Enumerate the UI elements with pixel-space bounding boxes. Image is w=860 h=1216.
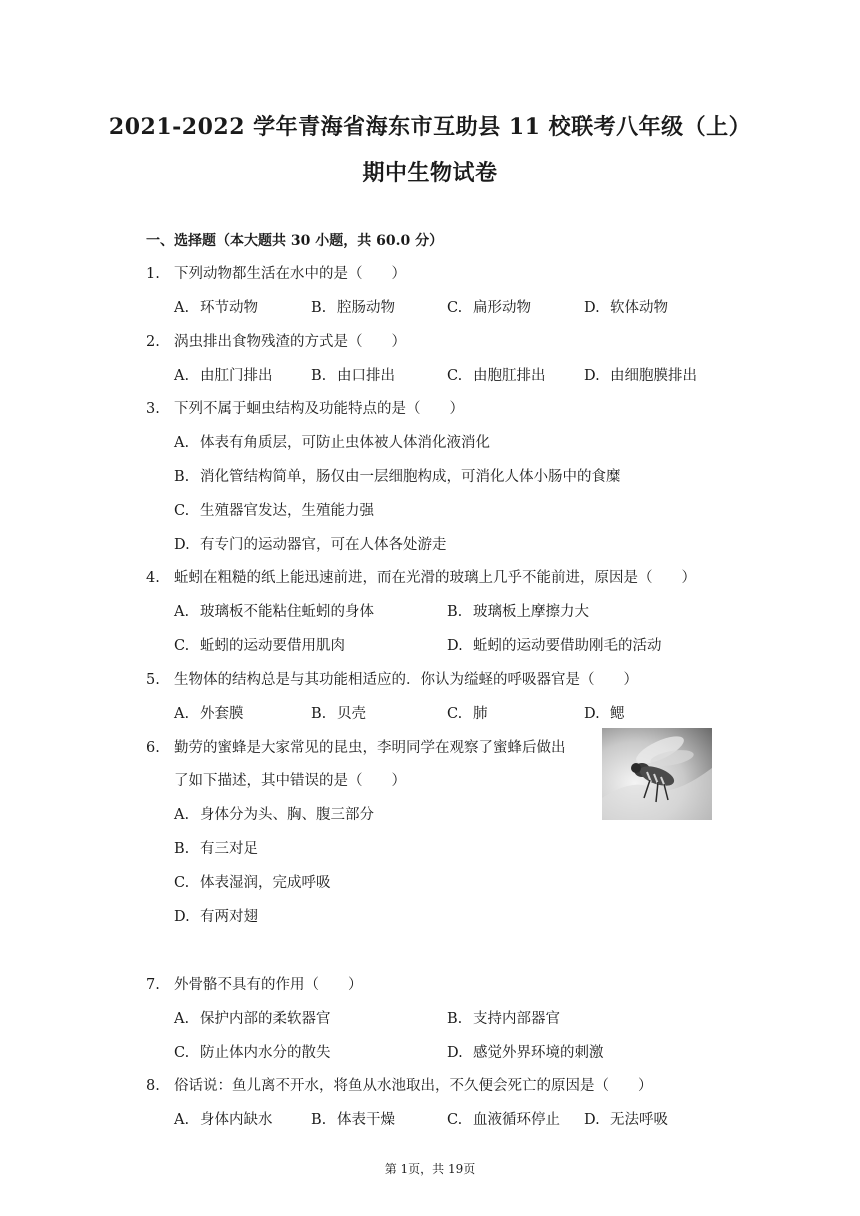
option-2c[interactable]: C. 由胞肛排出 bbox=[447, 368, 546, 384]
option-8b[interactable]: B. 体表干燥 bbox=[311, 1112, 395, 1128]
question-number: 6. bbox=[146, 740, 160, 756]
question-text: 蚯蚓在粗糙的纸上能迅速前进，而在光滑的玻璃上几乎不能前进，原因是（ ） bbox=[174, 570, 696, 586]
question-number: 2. bbox=[146, 334, 160, 350]
option-5d[interactable]: D. 鳃 bbox=[584, 706, 625, 722]
question-5 bbox=[146, 670, 638, 690]
question-3 bbox=[146, 399, 464, 419]
exam-title-line2: 期中生物试卷 bbox=[362, 160, 498, 186]
option-1d[interactable]: D. 软体动物 bbox=[584, 300, 668, 316]
option-6a[interactable]: A. 身体分为头、胸、腹三部分 bbox=[174, 807, 374, 823]
question-6 bbox=[146, 738, 566, 758]
question-number: 5. bbox=[146, 672, 160, 688]
option-5a[interactable]: A. 外套膜 bbox=[174, 706, 244, 722]
option-2a[interactable]: A. 由肛门排出 bbox=[174, 368, 273, 384]
option-7a[interactable]: A. 保护内部的柔软器官 bbox=[174, 1011, 331, 1027]
question-text: 生物体的结构总是与其功能相适应的．你认为缢蛏的呼吸器官是（ ） bbox=[174, 672, 638, 688]
option-3c[interactable]: C. 生殖器官发达，生殖能力强 bbox=[174, 503, 374, 519]
option-3d[interactable]: D. 有专门的运动器官，可在人体各处游走 bbox=[174, 537, 447, 553]
option-4c[interactable]: C. 蚯蚓的运动要借用肌肉 bbox=[174, 638, 345, 654]
option-8c[interactable]: C. 血液循环停止 bbox=[447, 1112, 560, 1128]
option-5c[interactable]: C. 肺 bbox=[447, 706, 488, 722]
section-heading: 一、选择题（本大题共 30 小题，共 60.0 分） bbox=[146, 233, 444, 249]
option-7b[interactable]: B. 支持内部器官 bbox=[447, 1011, 560, 1027]
question-2 bbox=[146, 332, 406, 352]
question-8 bbox=[146, 1076, 653, 1096]
question-number: 8. bbox=[146, 1078, 160, 1094]
option-1a[interactable]: A. 环节动物 bbox=[174, 300, 258, 316]
question-text: 勤劳的蜜蜂是大家常见的昆虫，李明同学在观察了蜜蜂后做出 bbox=[174, 740, 566, 756]
option-6b[interactable]: B. 有三对足 bbox=[174, 841, 258, 857]
option-1b[interactable]: B. 腔肠动物 bbox=[311, 300, 395, 316]
question-7 bbox=[146, 975, 363, 995]
option-8a[interactable]: A. 身体内缺水 bbox=[174, 1112, 273, 1128]
question-6-continued: 了如下描述，其中错误的是（ ） bbox=[174, 773, 406, 789]
question-text: 外骨骼不具有的作用（ ） bbox=[174, 977, 363, 993]
exam-title-line1: 2021-2022 学年青海省海东市互助县 11 校联考八年级（上） bbox=[108, 114, 752, 140]
question-4 bbox=[146, 568, 696, 588]
option-6c[interactable]: C. 体表湿润，完成呼吸 bbox=[174, 875, 331, 891]
question-number: 3. bbox=[146, 401, 160, 417]
question-number: 1. bbox=[146, 266, 160, 282]
bee-photo bbox=[602, 728, 712, 820]
option-7c[interactable]: C. 防止体内水分的散失 bbox=[174, 1045, 331, 1061]
question-1 bbox=[146, 264, 406, 284]
question-text: 涡虫排出食物残渣的方式是（ ） bbox=[174, 334, 406, 350]
option-7d[interactable]: D. 感觉外界环境的刺激 bbox=[447, 1045, 604, 1061]
option-1c[interactable]: C. 扁形动物 bbox=[447, 300, 531, 316]
question-text: 下列动物都生活在水中的是（ ） bbox=[174, 266, 406, 282]
option-3a[interactable]: A. 体表有角质层，可防止虫体被人体消化液消化 bbox=[174, 435, 490, 451]
page-footer: 第 1页，共 19页 bbox=[384, 1162, 476, 1176]
question-text: 俗话说：鱼儿离不开水，将鱼从水池取出，不久便会死亡的原因是（ ） bbox=[174, 1078, 653, 1094]
option-4b[interactable]: B. 玻璃板上摩擦力大 bbox=[447, 604, 589, 620]
question-number: 4. bbox=[146, 570, 160, 586]
option-2d[interactable]: D. 由细胞膜排出 bbox=[584, 368, 697, 384]
question-text: 下列不属于蛔虫结构及功能特点的是（ ） bbox=[174, 401, 464, 417]
option-2b[interactable]: B. 由口排出 bbox=[311, 368, 395, 384]
option-6d[interactable]: D. 有两对翅 bbox=[174, 909, 258, 925]
option-3b[interactable]: B. 消化管结构简单，肠仅由一层细胞构成，可消化人体小肠中的食糜 bbox=[174, 469, 621, 485]
option-8d[interactable]: D. 无法呼吸 bbox=[584, 1112, 668, 1128]
question-number: 7. bbox=[146, 977, 160, 993]
option-4d[interactable]: D. 蚯蚓的运动要借助刚毛的活动 bbox=[447, 638, 662, 654]
option-5b[interactable]: B. 贝壳 bbox=[311, 706, 366, 722]
option-4a[interactable]: A. 玻璃板不能粘住蚯蚓的身体 bbox=[174, 604, 374, 620]
